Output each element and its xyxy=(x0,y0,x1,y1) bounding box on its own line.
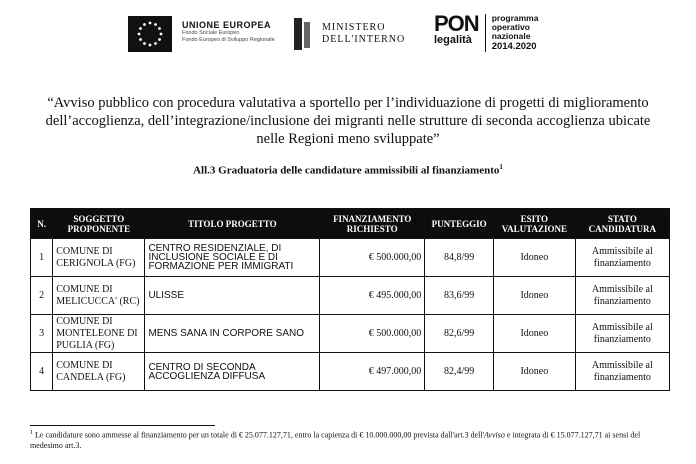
row-finanziamento: € 500.000,00 xyxy=(320,239,425,277)
row-number: 2 xyxy=(31,277,53,315)
row-soggetto: COMUNE DI MONTELEONE DI PUGLIA (FG) xyxy=(53,315,145,353)
table-row xyxy=(31,239,670,277)
row-soggetto: COMUNE DI CERIGNOLA (FG) xyxy=(53,239,145,277)
pon-line-2: operativo xyxy=(491,22,530,32)
row-finanziamento: € 495.000,00 xyxy=(320,277,425,315)
row-number: 1 xyxy=(31,239,53,277)
footnote-marker: 1 xyxy=(30,430,33,436)
col-punteggio: PUNTEGGIO xyxy=(425,209,494,239)
row-soggetto: COMUNE DI MELICUCCA' (RC) xyxy=(53,277,145,315)
row-stato: Ammissibile al finanziamento xyxy=(575,239,669,277)
row-punteggio: 83,6/99 xyxy=(425,277,494,315)
table-row xyxy=(31,315,670,353)
row-titolo: CENTRO RESIDENZIALE, DI INCLUSIONE SOCIALE E DI FORMAZIONE PER IMMIGRATI xyxy=(145,239,320,277)
col-stato: STATO CANDIDATURA xyxy=(575,209,669,239)
footnote-divider xyxy=(30,425,215,426)
eu-fund-2: Fondo Europeo di Sviluppo Regionale xyxy=(182,37,275,43)
eu-logo xyxy=(128,16,275,52)
row-esito: Idoneo xyxy=(494,239,576,277)
row-stato: Ammissibile al finanziamento xyxy=(575,277,669,315)
col-titolo: TITOLO PROGETTO xyxy=(145,209,320,239)
pon-line-1: programma xyxy=(491,13,539,23)
footnote-text-em: Avviso xyxy=(483,430,505,440)
col-finanziamento: FINANZIAMENTO RICHIESTO xyxy=(320,209,425,239)
table-row xyxy=(31,277,670,315)
row-stato: Ammissibile al finanziamento xyxy=(575,315,669,353)
row-punteggio: 82,6/99 xyxy=(425,315,494,353)
ranking-table xyxy=(30,208,670,391)
row-finanziamento: € 497.000,00 xyxy=(320,353,425,391)
pon-mark: PON xyxy=(434,11,479,36)
row-stato: Ammissibile al finanziamento xyxy=(575,353,669,391)
row-finanziamento: € 500.000,00 xyxy=(320,315,425,353)
document-title: “Avviso pubblico con procedura valutativa a sportello per l’individuazione di progetti di miglioramento dell’accoglienza, dell’integrazione/inclusione dei migranti nelle strutture di seconda accoglienza ubicate nelle Regioni meno sviluppate” xyxy=(45,95,651,147)
row-titolo: ULISSE xyxy=(145,277,320,315)
eu-title: UNIONE EUROPEA xyxy=(182,20,272,30)
table-header-row xyxy=(31,209,670,239)
ministry-logo xyxy=(294,16,405,52)
eu-fund-1: Fondo Sociale Europeo xyxy=(182,30,240,36)
pon-legalita: legalità xyxy=(434,34,472,46)
col-n: N. xyxy=(31,209,53,239)
row-punteggio: 82,4/99 xyxy=(425,353,494,391)
row-number: 4 xyxy=(31,353,53,391)
eu-flag-icon xyxy=(128,16,172,52)
header-logos xyxy=(0,11,696,58)
ministry-line-2: DELL'INTERNO xyxy=(322,34,406,45)
subtitle-footnote-ref: 1 xyxy=(499,163,503,171)
col-soggetto: SOGGETTO PROPONENTE xyxy=(53,209,145,239)
ministry-line-1: MINISTERO xyxy=(322,22,386,33)
row-punteggio: 84,8/99 xyxy=(425,239,494,277)
footnote-text-b: e integrata di € 15.077.127,71 ai sensi del medesimo art.3. xyxy=(30,430,641,450)
pon-years: 2014.2020 xyxy=(491,41,537,52)
subtitle-text: All.3 Graduatoria delle candidature ammissibili al finanziamento xyxy=(193,164,500,177)
footnote-text-a: Le candidature sono ammesse al finanziamento per un totale di € 25.077.127,71, entro la capienza di € 10.000.000,00 prevista dall'art.3 dell' xyxy=(33,430,484,440)
col-esito: ESITO VALUTAZIONE xyxy=(494,209,576,239)
row-titolo: CENTRO DI SECONDA ACCOGLIENZA DIFFUSA xyxy=(145,353,320,391)
row-titolo: MENS SANA IN CORPORE SANO xyxy=(145,315,320,353)
table-row xyxy=(31,353,670,391)
pon-line-3: nazionale xyxy=(491,31,531,41)
document-subtitle xyxy=(0,163,696,177)
pon-separator xyxy=(485,14,486,52)
row-esito: Idoneo xyxy=(494,315,576,353)
pon-logo xyxy=(434,11,539,52)
ministry-emblem-icon xyxy=(294,16,312,52)
row-number: 3 xyxy=(31,315,53,353)
row-esito: Idoneo xyxy=(494,353,576,391)
row-soggetto: COMUNE DI CANDELA (FG) xyxy=(53,353,145,391)
row-esito: Idoneo xyxy=(494,277,576,315)
footnote xyxy=(30,428,670,451)
